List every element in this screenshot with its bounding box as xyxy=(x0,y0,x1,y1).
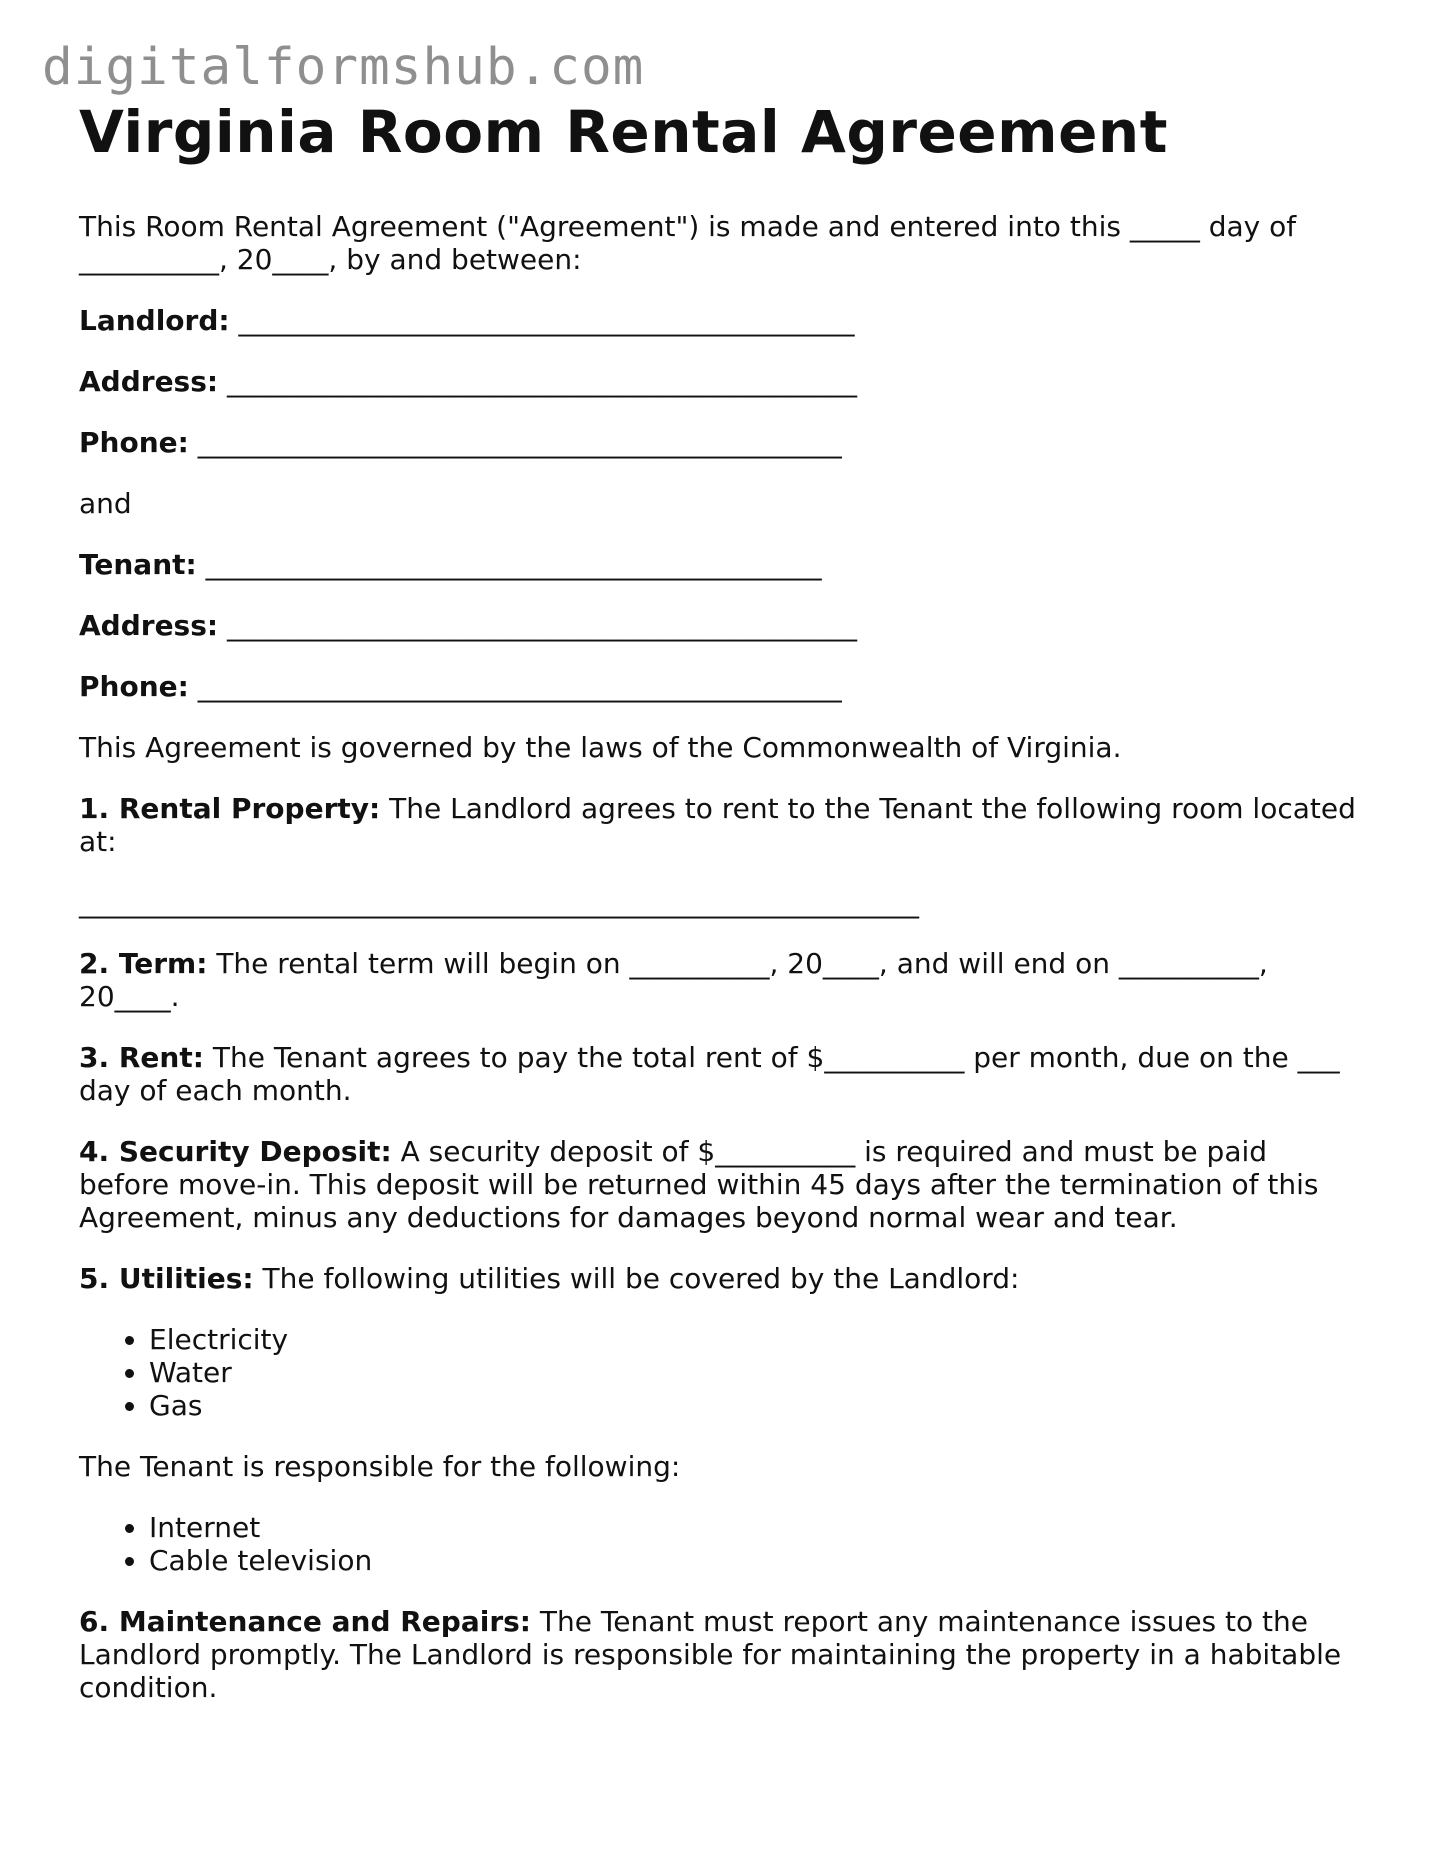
list-item: • Cable television xyxy=(149,1544,1359,1577)
list-item: • Electricity xyxy=(149,1323,1359,1356)
section-rent-heading: 3. Rent: xyxy=(79,1040,204,1074)
list-item: • Internet xyxy=(149,1511,1359,1544)
section-rent xyxy=(79,1041,1359,1107)
tenant-phone-field[interactable] xyxy=(79,670,1359,703)
section-term-heading: 2. Term: xyxy=(79,946,208,980)
landlord-phone-label: Phone: xyxy=(79,425,189,459)
landlord-address-field[interactable] xyxy=(79,365,1359,398)
tenant-name-field[interactable] xyxy=(79,548,1359,581)
section-utilities xyxy=(79,1262,1359,1295)
section-maintenance xyxy=(79,1605,1359,1704)
list-item: • Water xyxy=(149,1356,1359,1389)
section-utilities-text: The following utilities will be covered by the Landlord: xyxy=(253,1261,1020,1295)
landlord-utilities-list xyxy=(79,1323,1359,1422)
tenant-phone-label: Phone: xyxy=(79,669,189,703)
landlord-address-blank[interactable]: _____________________________________________ xyxy=(227,364,857,398)
tenant-address-label: Address: xyxy=(79,608,219,642)
document-title: Virginia Room Rental Agreement xyxy=(79,98,1168,166)
tenant-name-label: Tenant: xyxy=(79,547,197,581)
document-body xyxy=(79,98,1359,1732)
section-rental-property-text: The Landlord agrees to rent to the Tenant the following room located at: xyxy=(79,791,1356,858)
intro-paragraph: This Room Rental Agreement ("Agreement") is made and entered into this _____ day of __________, 20____, by and between: xyxy=(79,209,1297,276)
section-rental-property xyxy=(79,792,1359,858)
section-security-deposit-text: A security deposit of $__________ is required and must be paid before move-in. This deposit will be returned within 45 days after the termination of this Agreement, minus any deductions for damages beyond normal wear and tear. xyxy=(79,1134,1319,1234)
landlord-address-label: Address: xyxy=(79,364,219,398)
section-security-deposit xyxy=(79,1135,1359,1234)
tenant-utilities-intro: The Tenant is responsible for the following: xyxy=(79,1449,681,1483)
section-term-text: The rental term will begin on __________, 20____, and will end on __________, 20____. xyxy=(79,946,1268,1013)
list-item: • Gas xyxy=(149,1389,1359,1422)
tenant-name-blank[interactable]: ____________________________________________ xyxy=(205,547,822,581)
tenant-address-blank[interactable]: _____________________________________________ xyxy=(227,608,857,642)
section-security-deposit-heading: 4. Security Deposit: xyxy=(79,1134,392,1168)
landlord-name-field[interactable] xyxy=(79,304,1359,337)
landlord-phone-blank[interactable]: ______________________________________________ xyxy=(197,425,842,459)
section-utilities-heading: 5. Utilities: xyxy=(79,1261,254,1295)
landlord-name-label: Landlord: xyxy=(79,303,230,337)
section-rent-text: The Tenant agrees to pay the total rent of $__________ per month, due on the ___ day of each month. xyxy=(79,1040,1340,1107)
tenant-address-field[interactable] xyxy=(79,609,1359,642)
section-maintenance-text: The Tenant must report any maintenance issues to the Landlord promptly. The Landlord is responsible for maintaining the property in a habitable condition. xyxy=(79,1604,1342,1704)
landlord-phone-field[interactable] xyxy=(79,426,1359,459)
section-term xyxy=(79,947,1359,1013)
landlord-name-blank[interactable]: ____________________________________________ xyxy=(238,303,855,337)
section-rental-property-heading: 1. Rental Property: xyxy=(79,791,381,825)
rental-property-address-blank[interactable]: ____________________________________________________________ xyxy=(79,885,919,919)
section-maintenance-heading: 6. Maintenance and Repairs: xyxy=(79,1604,532,1638)
tenant-utilities-list xyxy=(79,1511,1359,1577)
governing-law: This Agreement is governed by the laws of the Commonwealth of Virginia. xyxy=(79,730,1122,764)
watermark: digitalformshub.com xyxy=(42,38,645,97)
tenant-phone-blank[interactable]: ______________________________________________ xyxy=(197,669,842,703)
and-text: and xyxy=(79,486,132,520)
